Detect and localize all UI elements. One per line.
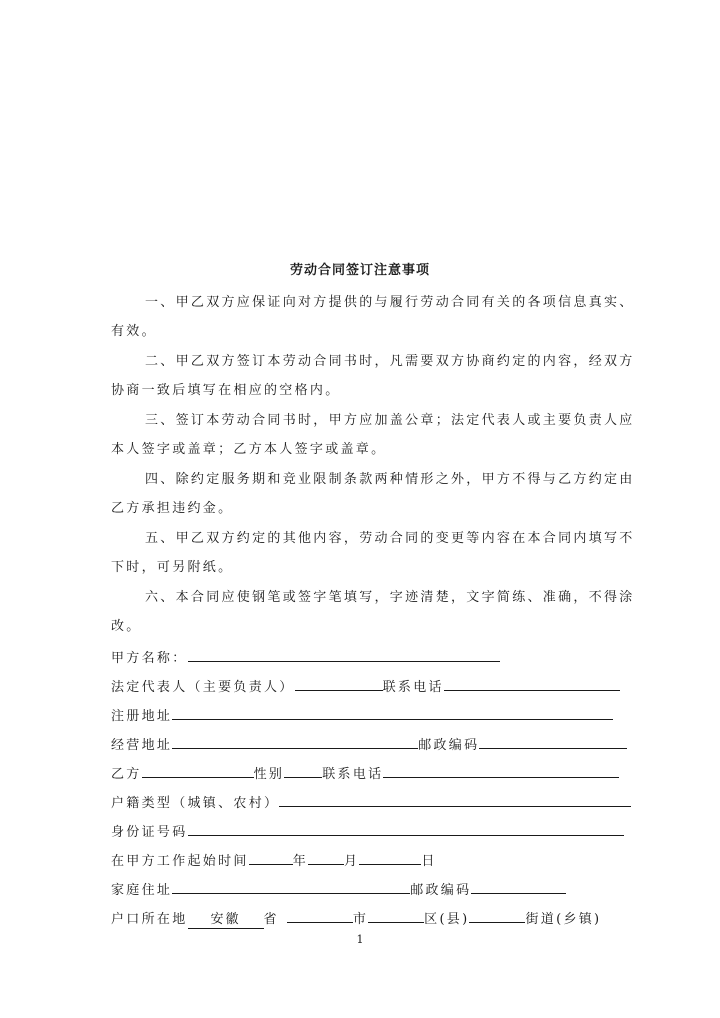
party-b-phone-label: 联系电话 [322,767,384,782]
note-4-line-2: 乙方承担违约金。 [111,501,234,516]
home-postal-code-label: 邮政编码 [410,883,472,898]
province-label: 省 [263,912,279,927]
legal-rep-field[interactable] [295,677,383,691]
start-time-label: 在甲方工作起始时间 [111,854,249,869]
note-1-line-2: 有效。 [111,324,157,339]
party-b-phone-field[interactable] [383,764,619,778]
start-time-row [111,851,437,870]
hukou-province-field[interactable]: 安徽 [188,912,264,929]
start-year-field[interactable] [249,851,293,865]
hukou-row [111,909,601,929]
legal-rep-phone-field[interactable] [444,677,620,691]
biz-address-field[interactable] [172,735,418,749]
city-label: 市 [352,912,369,927]
page-title: 劳动合同签订注意事项 [289,263,430,278]
household-type-row [111,793,631,812]
gender-field[interactable] [284,764,322,778]
contact-phone-label: 联系电话 [382,680,444,695]
note-3-line-2: 本人签字或盖章；乙方本人签字或盖章。 [111,442,387,457]
party-a-name-label: 甲方名称： [111,651,188,666]
reg-address-field[interactable] [172,706,613,720]
household-type-field[interactable] [279,793,631,807]
district-label: 区(县) [424,912,470,927]
party-b-name-field[interactable] [142,764,254,778]
note-2-line-1: 二、甲乙双方签订本劳动合同书时，凡需要双方协商约定的内容，经双方 [145,354,635,369]
party-a-name-row [111,648,500,667]
home-address-row [111,880,566,899]
biz-address-label: 经营地址 [111,738,173,753]
gender-label: 性别 [253,767,285,782]
hukou-city-field[interactable] [287,909,353,923]
home-address-field[interactable] [172,880,410,894]
note-5-line-1: 五、甲乙双方约定的其他内容，劳动合同的变更等内容在本合同内填写不 [145,531,635,546]
biz-postal-code-label: 邮政编码 [418,738,480,753]
id-number-row [111,822,624,841]
note-3-line-1: 三、签订本劳动合同书时，甲方应加盖公章；法定代表人或主要负责人应 [145,413,635,428]
hukou-street-field[interactable] [469,909,525,923]
party-b-label: 乙方 [111,767,142,782]
legal-rep-row [111,677,620,696]
id-number-label: 身份证号码 [111,825,188,840]
hukou-district-field[interactable] [368,909,424,923]
biz-address-row [111,735,627,754]
biz-postal-code-field[interactable] [479,735,627,749]
start-month-field[interactable] [308,851,344,865]
note-6-line-1: 六、本合同应使钢笔或签字笔填写，字迹清楚，文字简练、准确，不得涂 [145,590,635,605]
id-number-field[interactable] [188,822,624,836]
note-5-line-2: 下时，可另附纸。 [111,560,234,575]
month-label: 月 [344,854,360,869]
reg-address-label: 注册地址 [111,709,173,724]
hukou-location-label: 户口所在地 [111,912,188,927]
page-number: 1 [356,933,364,946]
start-day-field[interactable] [359,851,421,865]
household-type-label: 户籍类型（城镇、农村） [111,796,280,811]
note-2-line-2: 协商一致后填写在相应的空格内。 [111,383,341,398]
street-label: 街道(乡镇) [525,912,602,927]
note-4-line-1: 四、除约定服务期和竞业限制条款两种情形之外，甲方不得与乙方约定由 [145,472,635,487]
note-6-line-2: 改。 [111,619,142,634]
party-b-row [111,764,619,783]
note-1-line-1: 一、甲乙双方应保证向对方提供的与履行劳动合同有关的各项信息真实、 [145,295,635,310]
day-label: 日 [421,854,437,869]
reg-address-row [111,706,613,725]
party-a-name-field[interactable] [188,648,500,662]
home-postal-code-field[interactable] [471,880,566,894]
year-label: 年 [292,854,309,869]
legal-rep-label: 法定代表人（主要负责人） [111,680,295,695]
home-address-label: 家庭住址 [111,883,173,898]
